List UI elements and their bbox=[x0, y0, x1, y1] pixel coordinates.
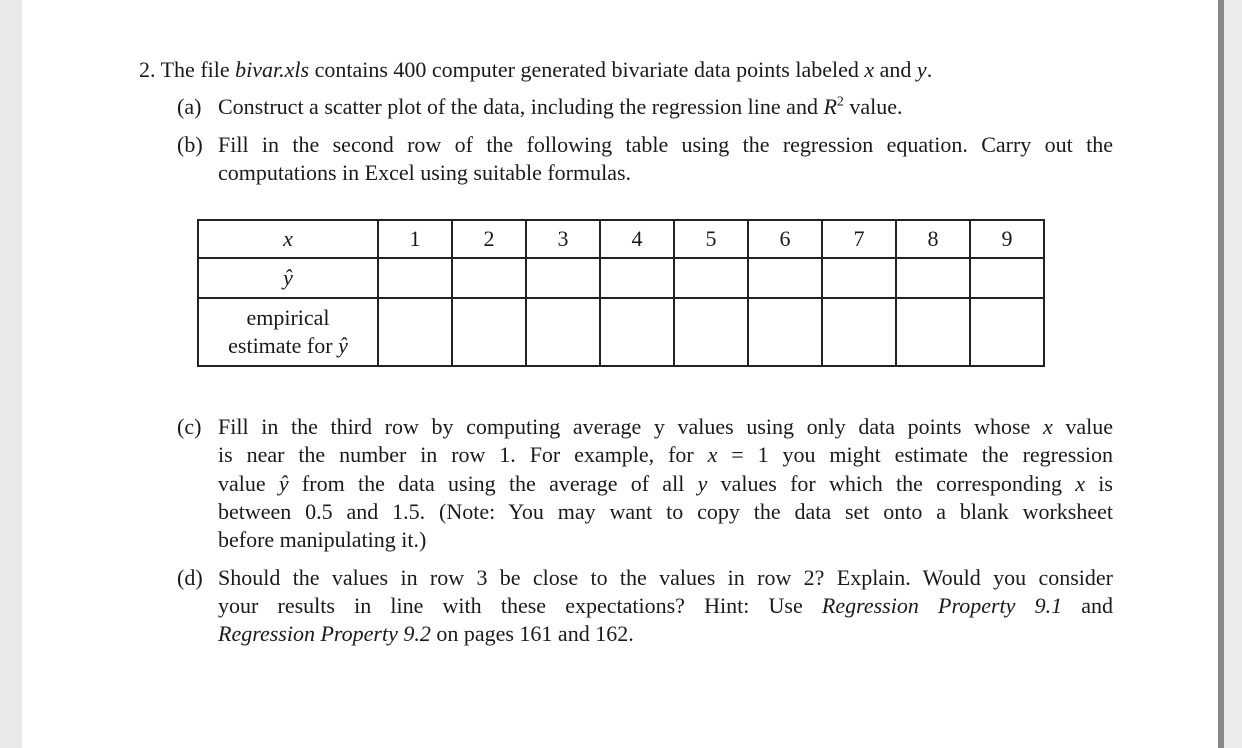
empty-cell bbox=[378, 258, 452, 298]
empty-cell bbox=[822, 298, 896, 366]
empty-cell bbox=[970, 258, 1044, 298]
empty-cell bbox=[970, 298, 1044, 366]
table-row-empirical bbox=[198, 298, 1044, 366]
empty-cell bbox=[452, 298, 526, 366]
empty-cell bbox=[600, 298, 674, 366]
row-label-yhat: ŷ bbox=[198, 258, 378, 298]
regression-table bbox=[197, 219, 1045, 367]
row-label-empirical: empirical estimate for ŷ bbox=[198, 298, 378, 366]
x-value-cell: 1 bbox=[378, 220, 452, 258]
part-c-line3: value ŷ from the data using the average of all y values for which the corresponding x is bbox=[218, 471, 1113, 496]
x-value-cell: 9 bbox=[970, 220, 1044, 258]
empty-cell bbox=[674, 258, 748, 298]
empty-cell bbox=[896, 298, 970, 366]
empty-cell bbox=[674, 298, 748, 366]
part-b-line2: computations in Excel using suitable formulas. bbox=[218, 160, 632, 185]
table-row-yhat bbox=[198, 258, 1044, 298]
row-label-x: x bbox=[198, 220, 378, 258]
part-c-line2: is near the number in row 1. For example, for x = 1 you might estimate the regression bbox=[218, 442, 1113, 467]
part-c-line5: before manipulating it.) bbox=[218, 527, 427, 552]
x-value-cell: 2 bbox=[452, 220, 526, 258]
empty-cell bbox=[748, 258, 822, 298]
part-a-text: Construct a scatter plot of the data, including the regression line and $R^2$ value. bbox=[218, 94, 903, 119]
table-row-x bbox=[198, 220, 1044, 258]
empty-cell bbox=[526, 258, 600, 298]
x-value-cell: 6 bbox=[748, 220, 822, 258]
x-value-cell: 8 bbox=[896, 220, 970, 258]
left-margin bbox=[0, 0, 22, 748]
empty-cell bbox=[452, 258, 526, 298]
part-a-label: (a) bbox=[177, 94, 202, 119]
empty-cell bbox=[526, 298, 600, 366]
part-d-line3: Regression Property 9.2 on pages 161 and 162. bbox=[218, 621, 634, 646]
empty-cell bbox=[378, 298, 452, 366]
x-value-cell: 5 bbox=[674, 220, 748, 258]
problem-number: 2. bbox=[139, 57, 156, 82]
x-value-cell: 3 bbox=[526, 220, 600, 258]
right-margin bbox=[1224, 0, 1242, 748]
empty-cell bbox=[822, 258, 896, 298]
empty-cell bbox=[600, 258, 674, 298]
part-b-line1: Fill in the second row of the following table using the regression equation. Carry out the bbox=[218, 132, 1113, 157]
empty-cell bbox=[748, 298, 822, 366]
part-d-line2: your results in line with these expectations? Hint: Use Regression Property 9.1 and bbox=[218, 593, 1114, 618]
part-d-label: (d) bbox=[177, 565, 203, 590]
part-c-line4: between 0.5 and 1.5. (Note: You may want to copy the data set onto a blank worksheet bbox=[218, 499, 1113, 524]
part-c-line1: Fill in the third row by computing average y values using only data points whose x value bbox=[218, 414, 1113, 439]
x-value-cell: 7 bbox=[822, 220, 896, 258]
part-c-label: (c) bbox=[177, 414, 202, 439]
problem-intro: 2. The file bivar.xls contains 400 computer generated bivariate data points labeled x and y. bbox=[139, 57, 933, 82]
part-b-label: (b) bbox=[177, 132, 203, 157]
x-value-cell: 4 bbox=[600, 220, 674, 258]
file-name: bivar.xls bbox=[235, 57, 310, 82]
empty-cell bbox=[896, 258, 970, 298]
part-d-line1: Should the values in row 3 be close to the values in row 2? Explain. Would you consider bbox=[218, 565, 1113, 590]
